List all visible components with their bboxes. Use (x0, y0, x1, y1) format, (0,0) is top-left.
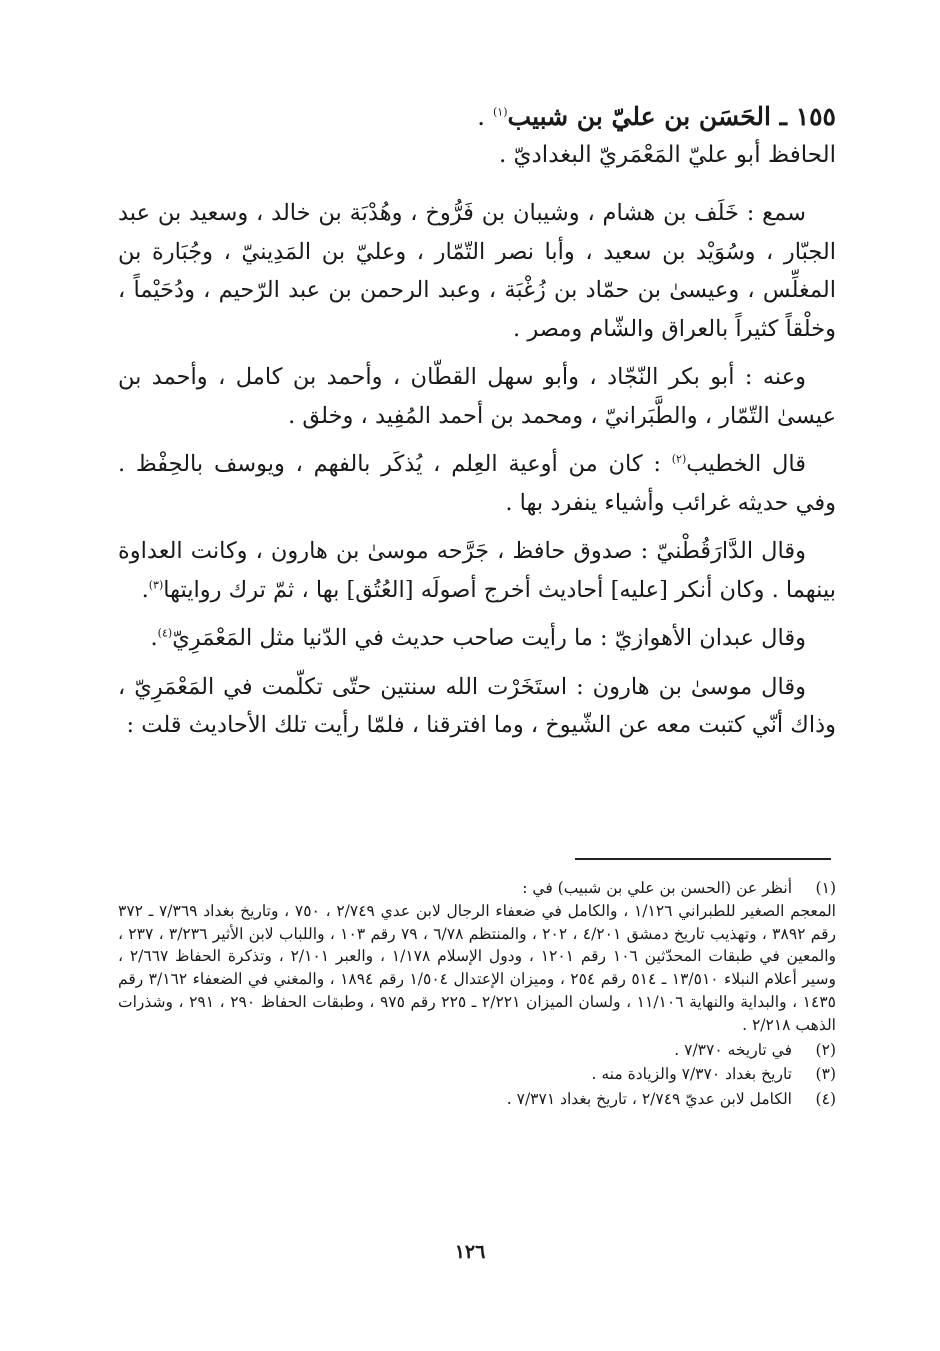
paragraph-text: . (150, 625, 158, 651)
footnote-item (118, 877, 836, 1037)
paragraph-text: وقال الدَّارَقُطْنيّ : صدوق حافظ ، جَرَّحه موسىٰ بن هارون ، وكانت العداوة بينهما . وكان أنكر [عليه] أحاديث أخرج أصولَه [العُتُق] بها ، ثمّ ترك روايتها (118, 538, 836, 603)
paragraph-musa: وقال موسىٰ بن هارون : استَخَرْت الله سنتين حتّى تكلّمت في المَعْمَرِيّ ، وذاك أنّي كتبت معه عن الشّيوخ ، وما افترقنا ، فلمّا رأيت تلك الأحاديث قلت : (118, 673, 836, 738)
footnote-body (118, 1088, 792, 1111)
page-number: ١٢٦ (454, 1241, 486, 1263)
paragraph-khatib (118, 445, 836, 522)
footnote-number: (٢) (815, 1040, 836, 1059)
footnote-body (118, 877, 836, 1037)
footnote-lead: الكامل لابن عديّ ٢/٧٤٩ ، تاريخ بغداد ٧/٣٧١ . (506, 1090, 792, 1109)
footnote-body (118, 1063, 792, 1086)
paragraph-teachers: سمع : خَلَف بن هشام ، وشيبان بن فَرُّوخ ، وهُدْبَة بن خالد ، وسعيد بن عبد الجبّار ، وسُوَيْد بن سعيد ، وأبا نصر التّمّار ، وعليّ بن المَدِينيّ ، وجُبَارة بن المغلِّس ، وعيسىٰ بن حمّاد بن زُغْبَة ، وعبد الرحمن بن عبد الرّحيم ، ودُحَيْماً ، وخلْقاً كثيراً بالعراق والشّام ومصر . (118, 200, 836, 342)
footnote-ref[interactable]: (٤) (157, 626, 173, 640)
footnote-divider (575, 858, 831, 860)
footnote-lead: في تاريخه ٧/٣٧٠ . (674, 1040, 792, 1059)
footnote-lead: أنظر عن (الحسن بن علي بن شبيب) في : (522, 879, 792, 897)
footnote-item (118, 1088, 836, 1111)
paragraph-abdan (118, 619, 836, 658)
paragraph-text: وقال عبدان الأهوازيّ : ما رأيت صاحب حديث في الدّنيا مثل المَعْمَرِيّ (172, 625, 806, 651)
paragraph-students: وعنه : أبو بكر النّجّاد ، وأبو سهل القطّان ، وأحمد بن كامل ، وأحمد بن عيسىٰ التّمّار ، والطَّبَرانيّ ، ومحمد بن أحمد المُفِيد ، وخلق . (118, 364, 836, 429)
footnote-lead: تاريخ بغداد ٧/٣٧٠ والزيادة منه . (591, 1065, 792, 1084)
footnote-item (118, 1039, 836, 1062)
paragraph-daraqutni (118, 532, 836, 609)
footnote-number: (٤) (815, 1090, 836, 1109)
footnote-sources: المعجم الصغير للطبراني ١/١٢٦ ، والكامل في ضعفاء الرجال لابن عدي ٢/٧٤٩ ، ٧٥٠ ، وتاريخ بغداد ٧/٣٦٩ ـ ٣٧٢ رقم ٣٨٩٢ ، وتهذيب تاريخ دمشق ٤/٢٠١ ، ٢٠٢ ، والمنتظم ٦/٧٨ ، ٧٩ رقم ١٠٣ ، واللباب لابن الأثير ٣/٢٣٦ ، ٢٣٧ ، والمعين في طبقات المحدّثين ١٠٦ رقم ١٢٠١ ، ودول الإسلام ١/١٧٨ ، والعبر ٢/١٠١ ، وتذكرة الحفاظ ٢/٦٦٧ ، وسير أعلام النبلاء ١٣/٥١٠ ـ ٥١٤ رقم ٢٥٤ ، وميزان الإعتدال ١/٥٠٤ رقم ١٨٩٤ ، والمغني في الضعفاء ٣/١٦٢ رقم ١٤٣٥ ، والبداية والنهاية ١١/١٠٦ ، ولسان الميزان ٢/٢٢١ ـ ٢٢٥ رقم ٩٧٥ ، وطبقات الحفاظ ٢٩٠ ، ٢٩١ ، وشذرات الذهب ٢/٢١٨ . (118, 901, 836, 1034)
paragraph-text: : كان من أوعية العِلم ، يُذكَر بالفهم ، ويوسف بالحِفْظ . وفي حديثه غرائب وأشياء ينفرد بها . (118, 451, 836, 516)
paragraph-text: . (141, 576, 149, 603)
paragraph-text: قال الخطيب (686, 451, 806, 477)
entry-number: ١٥٥ (795, 102, 836, 131)
footnote-ref[interactable]: (٢) (671, 452, 687, 466)
footnote-item (118, 1063, 836, 1086)
footnote-number: (١) (815, 879, 836, 897)
entry-title: الحافظ أبو عليّ المَعْمَريّ البغداديّ . (498, 142, 836, 168)
entry-name: الحَسَن بن عليّ بن شبيب (507, 102, 771, 131)
main-text (118, 98, 836, 755)
footnote-number: (٣) (815, 1065, 836, 1084)
entry-heading (118, 98, 836, 136)
entry-end: . (477, 102, 493, 131)
footnote-ref[interactable]: (١) (493, 105, 508, 119)
entry-separator: ـ (770, 102, 796, 131)
footnote-body (118, 1039, 792, 1062)
footnotes (118, 877, 836, 1113)
footnote-ref[interactable]: (٣) (148, 578, 164, 591)
